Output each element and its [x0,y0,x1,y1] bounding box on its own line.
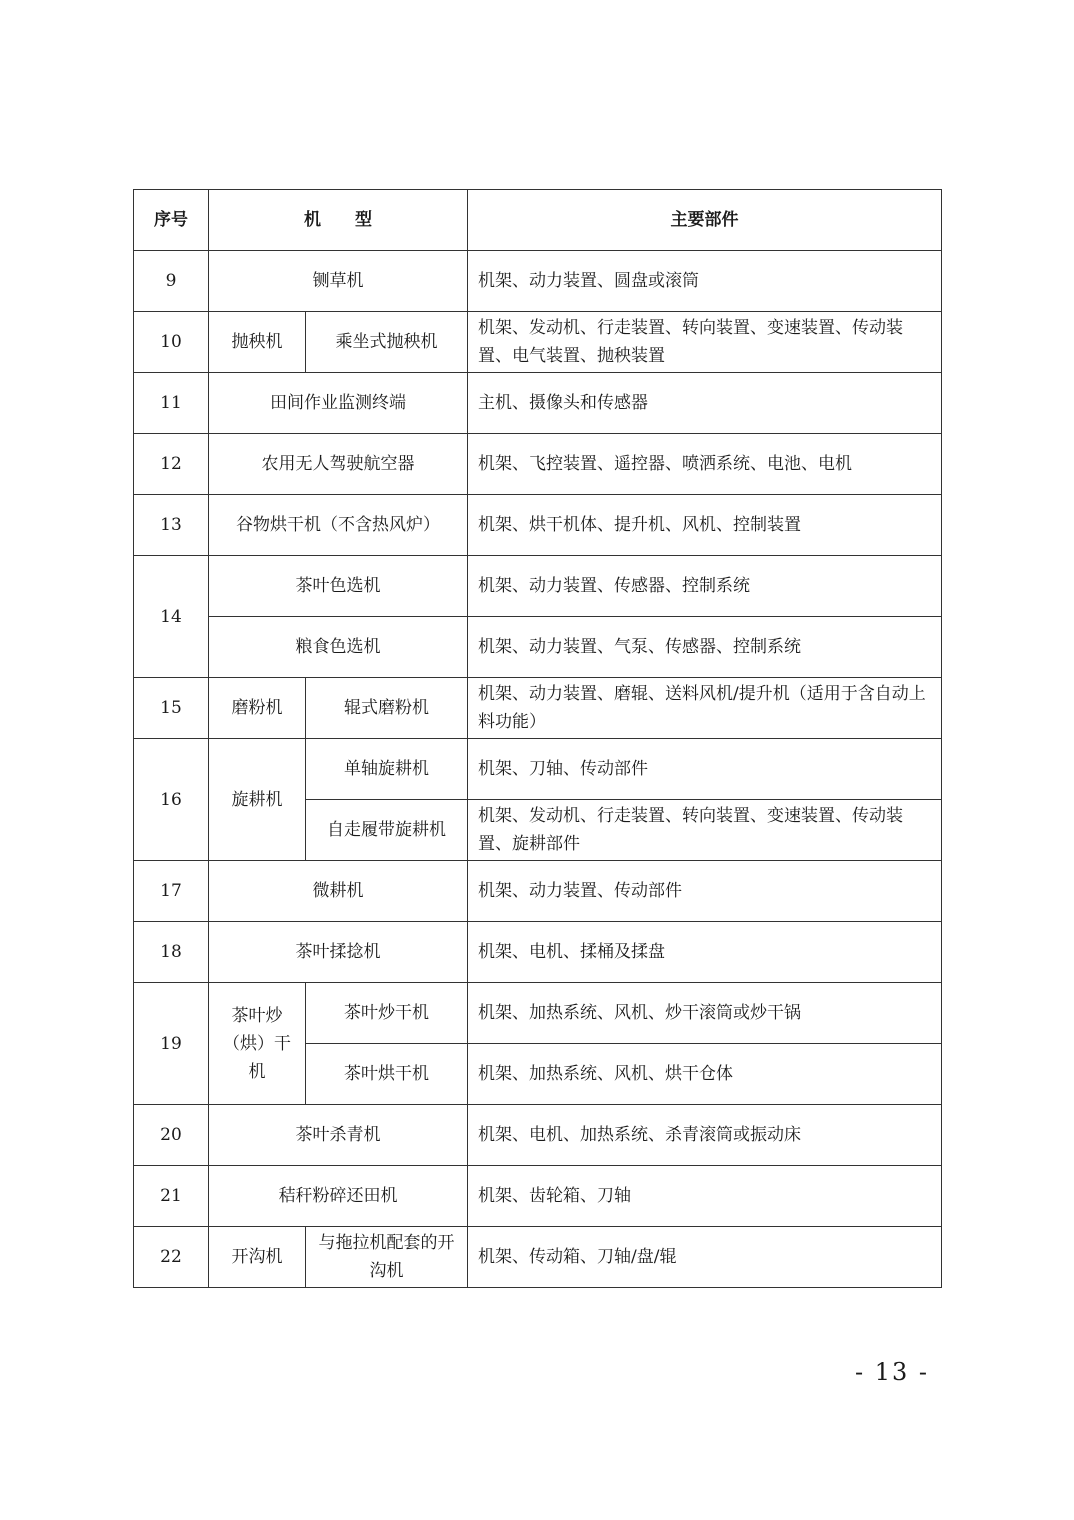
row-parts: 机架、电机、揉桶及揉盘 [468,922,942,983]
row-parts: 机架、动力装置、磨辊、送料风机/提升机（适用于含自动上料功能） [468,678,942,739]
row-model: 单轴旋耕机 [306,739,468,800]
table-row [134,556,942,617]
row-seq: 12 [134,434,209,495]
row-seq: 17 [134,861,209,922]
row-parts: 机架、动力装置、传动部件 [468,861,942,922]
row-model: 与拖拉机配套的开沟机 [306,1227,468,1288]
row-model: 茶叶炒干机 [306,983,468,1044]
row-parts: 机架、动力装置、圆盘或滚筒 [468,251,942,312]
row-model: 铡草机 [209,251,468,312]
table-row [134,1166,942,1227]
table-row [134,312,942,373]
row-parts: 机架、传动箱、刀轴/盘/辊 [468,1227,942,1288]
row-seq: 11 [134,373,209,434]
row-seq: 10 [134,312,209,373]
row-parts: 机架、烘干机体、提升机、风机、控制装置 [468,495,942,556]
row-parts: 主机、摄像头和传感器 [468,373,942,434]
row-parts: 机架、动力装置、气泵、传感器、控制系统 [468,617,942,678]
row-seq: 13 [134,495,209,556]
row-parts: 机架、刀轴、传动部件 [468,739,942,800]
row-seq: 18 [134,922,209,983]
header-model: 机 型 [209,190,468,251]
row-parts: 机架、发动机、行走装置、转向装置、变速装置、传动装置、旋耕部件 [468,800,942,861]
row-category: 抛秧机 [209,312,306,373]
machine-parts-table [133,189,942,1288]
row-model: 辊式磨粉机 [306,678,468,739]
row-model: 乘坐式抛秧机 [306,312,468,373]
row-seq: 21 [134,1166,209,1227]
table-row [134,1105,942,1166]
row-seq: 20 [134,1105,209,1166]
row-model: 茶叶揉捻机 [209,922,468,983]
table-row [134,373,942,434]
row-seq: 22 [134,1227,209,1288]
row-category: 旋耕机 [209,739,306,861]
row-category: 茶叶炒（烘）干机 [209,983,306,1105]
table-row [134,1227,942,1288]
table-row [134,617,942,678]
table-row [134,495,942,556]
table-row [134,861,942,922]
table-row [134,983,942,1044]
row-model: 微耕机 [209,861,468,922]
row-category: 开沟机 [209,1227,306,1288]
row-parts: 机架、发动机、行走装置、转向装置、变速装置、传动装置、电气装置、抛秧装置 [468,312,942,373]
row-parts: 机架、加热系统、风机、炒干滚筒或炒干锅 [468,983,942,1044]
row-model: 茶叶烘干机 [306,1044,468,1105]
table-row [134,434,942,495]
row-seq: 14 [134,556,209,678]
row-parts: 机架、电机、加热系统、杀青滚筒或振动床 [468,1105,942,1166]
row-seq: 16 [134,739,209,861]
row-parts: 机架、加热系统、风机、烘干仓体 [468,1044,942,1105]
table-row [134,922,942,983]
row-parts: 机架、动力装置、传感器、控制系统 [468,556,942,617]
row-model: 茶叶杀青机 [209,1105,468,1166]
row-seq: 19 [134,983,209,1105]
row-model: 自走履带旋耕机 [306,800,468,861]
row-model: 秸秆粉碎还田机 [209,1166,468,1227]
row-model: 田间作业监测终端 [209,373,468,434]
row-parts: 机架、齿轮箱、刀轴 [468,1166,942,1227]
row-parts: 机架、飞控装置、遥控器、喷洒系统、电池、电机 [468,434,942,495]
row-seq: 15 [134,678,209,739]
row-model: 茶叶色选机 [209,556,468,617]
row-seq: 9 [134,251,209,312]
table-row [134,678,942,739]
row-model: 粮食色选机 [209,617,468,678]
table-header-row [134,190,942,251]
header-parts: 主要部件 [468,190,942,251]
row-model: 谷物烘干机（不含热风炉） [209,495,468,556]
row-category: 磨粉机 [209,678,306,739]
table-row [134,251,942,312]
table-row [134,739,942,800]
page-number: - 13 - [855,1358,930,1386]
header-seq: 序号 [134,190,209,251]
row-model: 农用无人驾驶航空器 [209,434,468,495]
